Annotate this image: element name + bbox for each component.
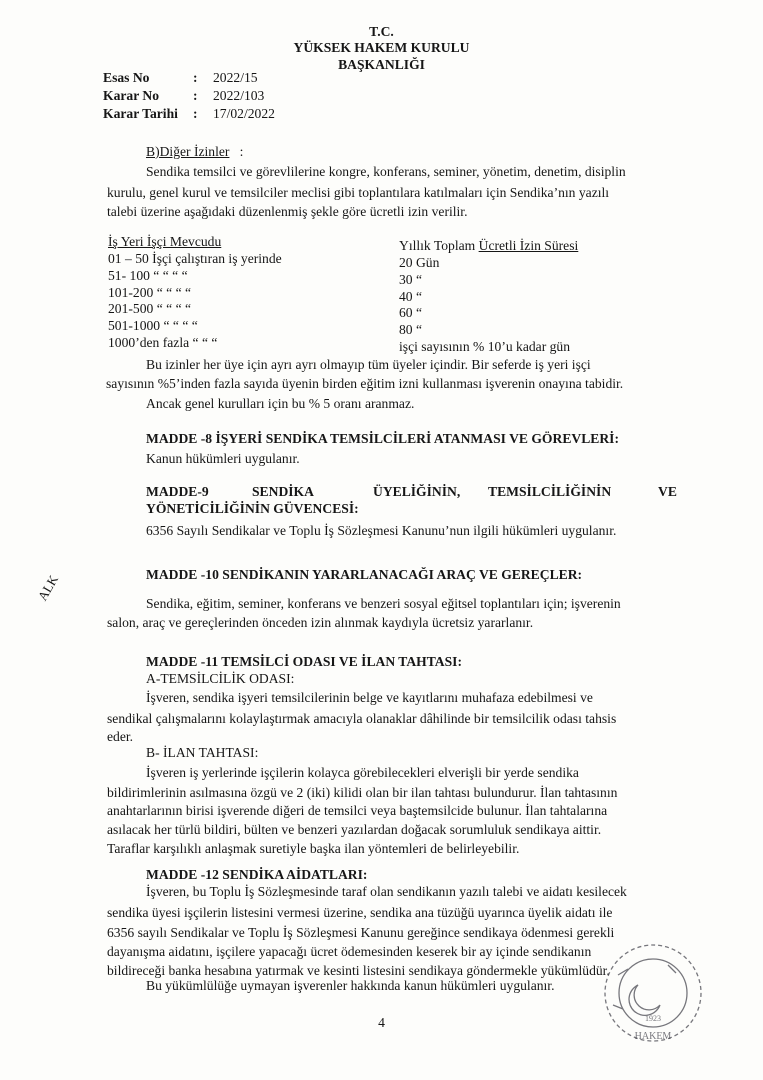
header-tc: T.C.: [369, 24, 394, 39]
table-right-cell: işçi sayısının % 10’u kadar gün: [399, 338, 571, 354]
madde-8-title: MADDE -8 İŞYERİ SENDİKA TEMSİLCİLERİ ATANMASI VE GÖREVLERİ:: [146, 431, 619, 446]
meta-esas-no: Esas No : 2022/15: [103, 70, 258, 85]
madde-12-line: Bu yükümlülüğe uymayan işverenler hakkında kanun hükümleri uygulanır.: [146, 978, 555, 993]
madde-11-a-line: İşveren, sendika işyeri temsilcilerinin belge ve kayıtlarını muhafaza edebilmesi ve: [146, 690, 593, 705]
madde-9-body: 6356 Sayılı Sendikalar ve Toplu İş Sözleşmesi Kanunu’nun ilgili hükümleri uygulanır.: [146, 523, 617, 538]
table-left-cell: 101-200 “ “ “ “: [108, 284, 192, 300]
madde-9-title-part: TEMSİLCİLİĞİNİN: [488, 484, 612, 499]
madde-11-a-line: sendikal çalışmalarını kolaylaştırmak amacıyla olanaklar dâhilinde bir temsilcilik odası tahsis: [107, 711, 617, 726]
seal-text: HAKEM: [634, 1031, 672, 1042]
madde-9-title-line2: YÖNETİCİLİĞİNİN GÜVENCESİ:: [146, 501, 359, 516]
meta-karar-tarihi: Karar Tarihi : 17/02/2022: [103, 106, 275, 121]
madde-12-title: MADDE -12 SENDİKA AİDATLARI:: [146, 867, 368, 882]
table-left-header: İş Yeri İşçi Mevcudu: [108, 234, 222, 249]
table-left-cell: 1000’den fazla “ “ “: [108, 334, 218, 350]
paragraph-line: Bu izinler her üye için ayrı ayrı olmayıp tüm üyeler içindir. Bir seferde iş yeri işçi: [146, 357, 591, 372]
table-right-cell: 60 “: [399, 305, 423, 321]
madde-11-b-line: İşveren iş yerlerinde işçilerin kolayca görebilecekleri elverişli bir yerde sendika: [146, 765, 579, 780]
table-right-column: [399, 255, 570, 356]
section-b-line: Sendika temsilci ve görevlilerine kongre, konferans, seminer, yönetim, denetim, disiplin: [146, 164, 626, 179]
madde-11-a-line: eder.: [107, 729, 134, 744]
madde-10-line: salon, araç ve gereçlerinden önceden izin alınmak kaydıyla ücretsiz yararlanır.: [107, 615, 534, 630]
section-b-line: talebi üzerine aşağıdaki düzenlenmiş şekle göre ücretli izin verilir.: [107, 204, 468, 219]
madde-10-line: Sendika, eğitim, seminer, konferans ve benzeri sosyal eğitsel toplantıları için; işverenin: [146, 596, 621, 611]
madde-9-title-part: VE: [658, 484, 677, 499]
madde-11-b-line: Taraflar karşılıklı anlaşmak suretiyle başka ilan yöntemleri de belirleyebilir.: [107, 841, 520, 856]
madde-12-line: İşveren, bu Toplu İş Sözleşmesinde taraf olan sendikanın yazılı talebi ve aidatı kesilecek: [146, 884, 627, 899]
header-presidency: BAŞKANLIĞI: [338, 57, 425, 72]
seal-graphic: [598, 935, 708, 1055]
madde-10-title: MADDE -10 SENDİKANIN YARARLANACAĞI ARAÇ VE GEREÇLER:: [146, 567, 583, 582]
madde-11-b-line: bildirimlerinin asılmasına özgü ve 2 (iki) kilidi olan bir ilan tahtası bulundurur. İlan tahtasının: [107, 785, 618, 800]
madde-9-title-part: SENDİKA: [252, 484, 314, 499]
table-left-cell: 01 – 50 İşçi çalıştıran iş yerinde: [108, 251, 282, 266]
madde-9-title-part: MADDE-9: [146, 484, 209, 499]
paragraph-line: sayısının %5’inden fazla sayıda üyenin birden eğitim izni kullanması işverenin onayına tabidir.: [106, 376, 624, 391]
table-right-cell: 20 Gün: [399, 255, 440, 270]
section-b-line: kurulu, genel kurul ve temsilciler meclisi gibi toplantılara katılmaları için Sendika’nın yazılı: [107, 185, 610, 200]
margin-initials: ALK: [34, 572, 61, 604]
table-left-cell: 51- 100 “ “ “ “: [108, 267, 188, 283]
seal-year: 1923: [645, 1014, 661, 1023]
table-right-cell: 30 “: [399, 271, 423, 287]
madde-12-line: dayanışma aidatını, işçilere yapacağı ücret ödemesinden keserek bir ay içinde sendikanın: [107, 944, 592, 959]
section-b-title: B)Diğer İzinler :: [146, 144, 244, 159]
paragraph-line: Ancak genel kurulları için bu % 5 oranı aranmaz.: [146, 396, 415, 411]
table-right-cell: 80 “: [399, 322, 423, 338]
table-left-cell: 201-500 “ “ “ “: [108, 301, 192, 317]
madde-8-body: Kanun hükümleri uygulanır.: [146, 451, 300, 466]
meta-karar-no: Karar No : 2022/103: [103, 88, 265, 103]
madde-11-b-line: anahtarlarının birisi işverende diğeri de temsilci veya baştemsilcide bulunur. İlan tahtalarına: [107, 803, 608, 818]
madde-11-b-line: asılacak her türlü bildiri, bülten ve benzeri yazılardan doğacak sorumluluk sendikaya aittir.: [107, 822, 602, 837]
madde-12-line: 6356 sayılı Sendikalar ve Toplu İş Sözleşmesi Kanunu gereğince sendikaya ödenmesi gerekli: [107, 925, 615, 940]
madde-12-line: bildireceği banka hesabına yatırmak ve kesinti listesini sendikaya göndermekle yükümlüdür.: [107, 963, 610, 978]
madde-11-title: MADDE -11 TEMSİLCİ ODASI VE İLAN TAHTASI:: [146, 654, 462, 669]
official-seal-stamp: [598, 935, 708, 1060]
header-court-name: YÜKSEK HAKEM KURULU: [293, 40, 470, 55]
table-left-column: [108, 251, 282, 352]
table-right-header: Yıllık Toplam Ücretli İzin Süresi: [399, 238, 579, 253]
madde-11-sub-b: B- İLAN TAHTASI:: [146, 745, 259, 760]
table-right-cell: 40 “: [399, 288, 423, 304]
madde-9-title-part: ÜYELİĞİNİN,: [373, 484, 461, 499]
page-number: 4: [378, 1015, 385, 1030]
madde-11-sub-a: A-TEMSİLCİLİK ODASI:: [146, 671, 295, 686]
madde-12-line: sendika üyesi işçilerin listesini vermesi üzerine, sendika ana tüzüğü uyarınca üyelik aidatı ile: [107, 905, 613, 920]
table-left-cell: 501-1000 “ “ “ “: [108, 318, 198, 334]
